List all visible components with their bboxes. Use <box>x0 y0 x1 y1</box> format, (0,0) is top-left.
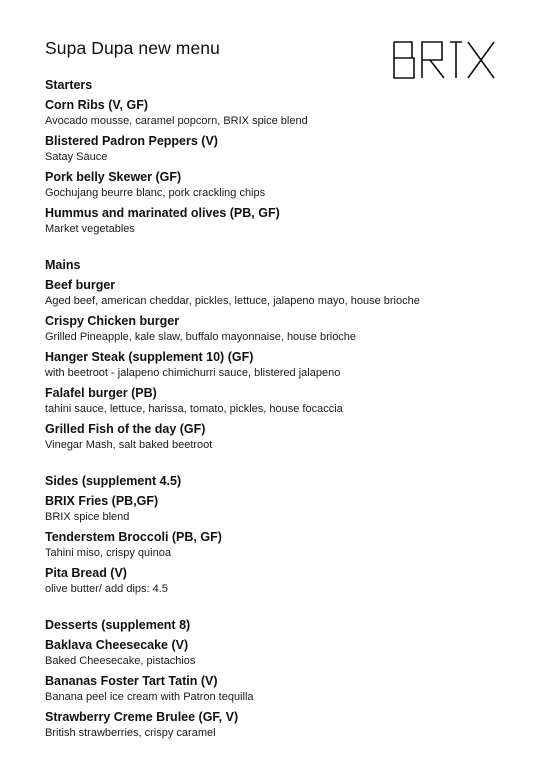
menu-item <box>45 421 515 453</box>
menu-item <box>45 493 515 525</box>
menu-item <box>45 97 515 129</box>
menu-item <box>45 529 515 561</box>
item-description: Grilled Pineapple, kale slaw, buffalo mayonnaise, house brioche <box>45 331 357 343</box>
item-name: Strawberry Creme Brulee (GF, V) <box>45 710 239 724</box>
menu-item <box>45 313 515 345</box>
section-mains <box>45 257 515 453</box>
menu-item <box>45 565 515 597</box>
menu-item <box>45 205 515 237</box>
item-description: British strawberries, crispy caramel <box>45 727 216 739</box>
item-name: Pork belly Skewer (GF) <box>45 170 182 184</box>
item-name: Beef burger <box>45 278 116 292</box>
menu-item <box>45 385 515 417</box>
section-title: Sides (supplement 4.5) <box>45 474 182 488</box>
item-name: Crispy Chicken burger <box>45 314 180 328</box>
menu-item <box>45 277 515 309</box>
item-name: Falafel burger (PB) <box>45 386 157 400</box>
item-description: Baked Cheesecake, pistachios <box>45 655 196 667</box>
section-title: Desserts (supplement 8) <box>45 618 191 632</box>
item-description: with beetroot - jalapeno chimichurri sauce, blistered jalapeno <box>45 367 341 379</box>
section-desserts <box>45 617 515 741</box>
section-title: Mains <box>45 258 81 272</box>
page-title: Supa Dupa new menu <box>45 38 220 58</box>
item-description: BRIX spice blend <box>45 511 130 523</box>
item-name: Hummus and marinated olives (PB, GF) <box>45 206 280 220</box>
item-name: Pita Bread (V) <box>45 566 127 580</box>
menu-item <box>45 133 515 165</box>
item-name: Baklava Cheesecake (V) <box>45 638 189 652</box>
item-name: BRIX Fries (PB,GF) <box>45 494 159 508</box>
item-description: Vinegar Mash, salt baked beetroot <box>45 439 213 451</box>
item-description: olive butter/ add dips: 4.5 <box>45 583 168 595</box>
section-sides <box>45 473 515 597</box>
section-starters <box>45 77 515 237</box>
item-description: Aged beef, american cheddar, pickles, lettuce, jalapeno mayo, house brioche <box>45 295 420 307</box>
menu-item <box>45 673 515 705</box>
item-description: Tahini miso, crispy quinoa <box>45 547 171 559</box>
item-name: Bananas Foster Tart Tatin (V) <box>45 674 218 688</box>
menu-item <box>45 709 515 741</box>
menu-item <box>45 349 515 381</box>
menu-item <box>45 637 515 669</box>
item-description: Gochujang beurre blanc, pork crackling chips <box>45 187 266 199</box>
item-description: Market vegetables <box>45 223 135 235</box>
item-name: Corn Ribs (V, GF) <box>45 98 149 112</box>
item-name: Hanger Steak (supplement 10) (GF) <box>45 350 254 364</box>
item-description: Banana peel ice cream with Patron tequilla <box>45 691 254 703</box>
item-description: tahini sauce, lettuce, harissa, tomato, pickles, house focaccia <box>45 403 343 415</box>
item-name: Blistered Padron Peppers (V) <box>45 134 218 148</box>
brix-logo <box>392 40 496 80</box>
item-name: Tenderstem Broccoli (PB, GF) <box>45 530 222 544</box>
item-name: Grilled Fish of the day (GF) <box>45 422 206 436</box>
item-description: Satay Sauce <box>45 151 108 163</box>
item-description: Avocado mousse, caramel popcorn, BRIX spice blend <box>45 115 308 127</box>
menu <box>45 77 515 745</box>
menu-item <box>45 169 515 201</box>
section-title: Starters <box>45 78 93 92</box>
